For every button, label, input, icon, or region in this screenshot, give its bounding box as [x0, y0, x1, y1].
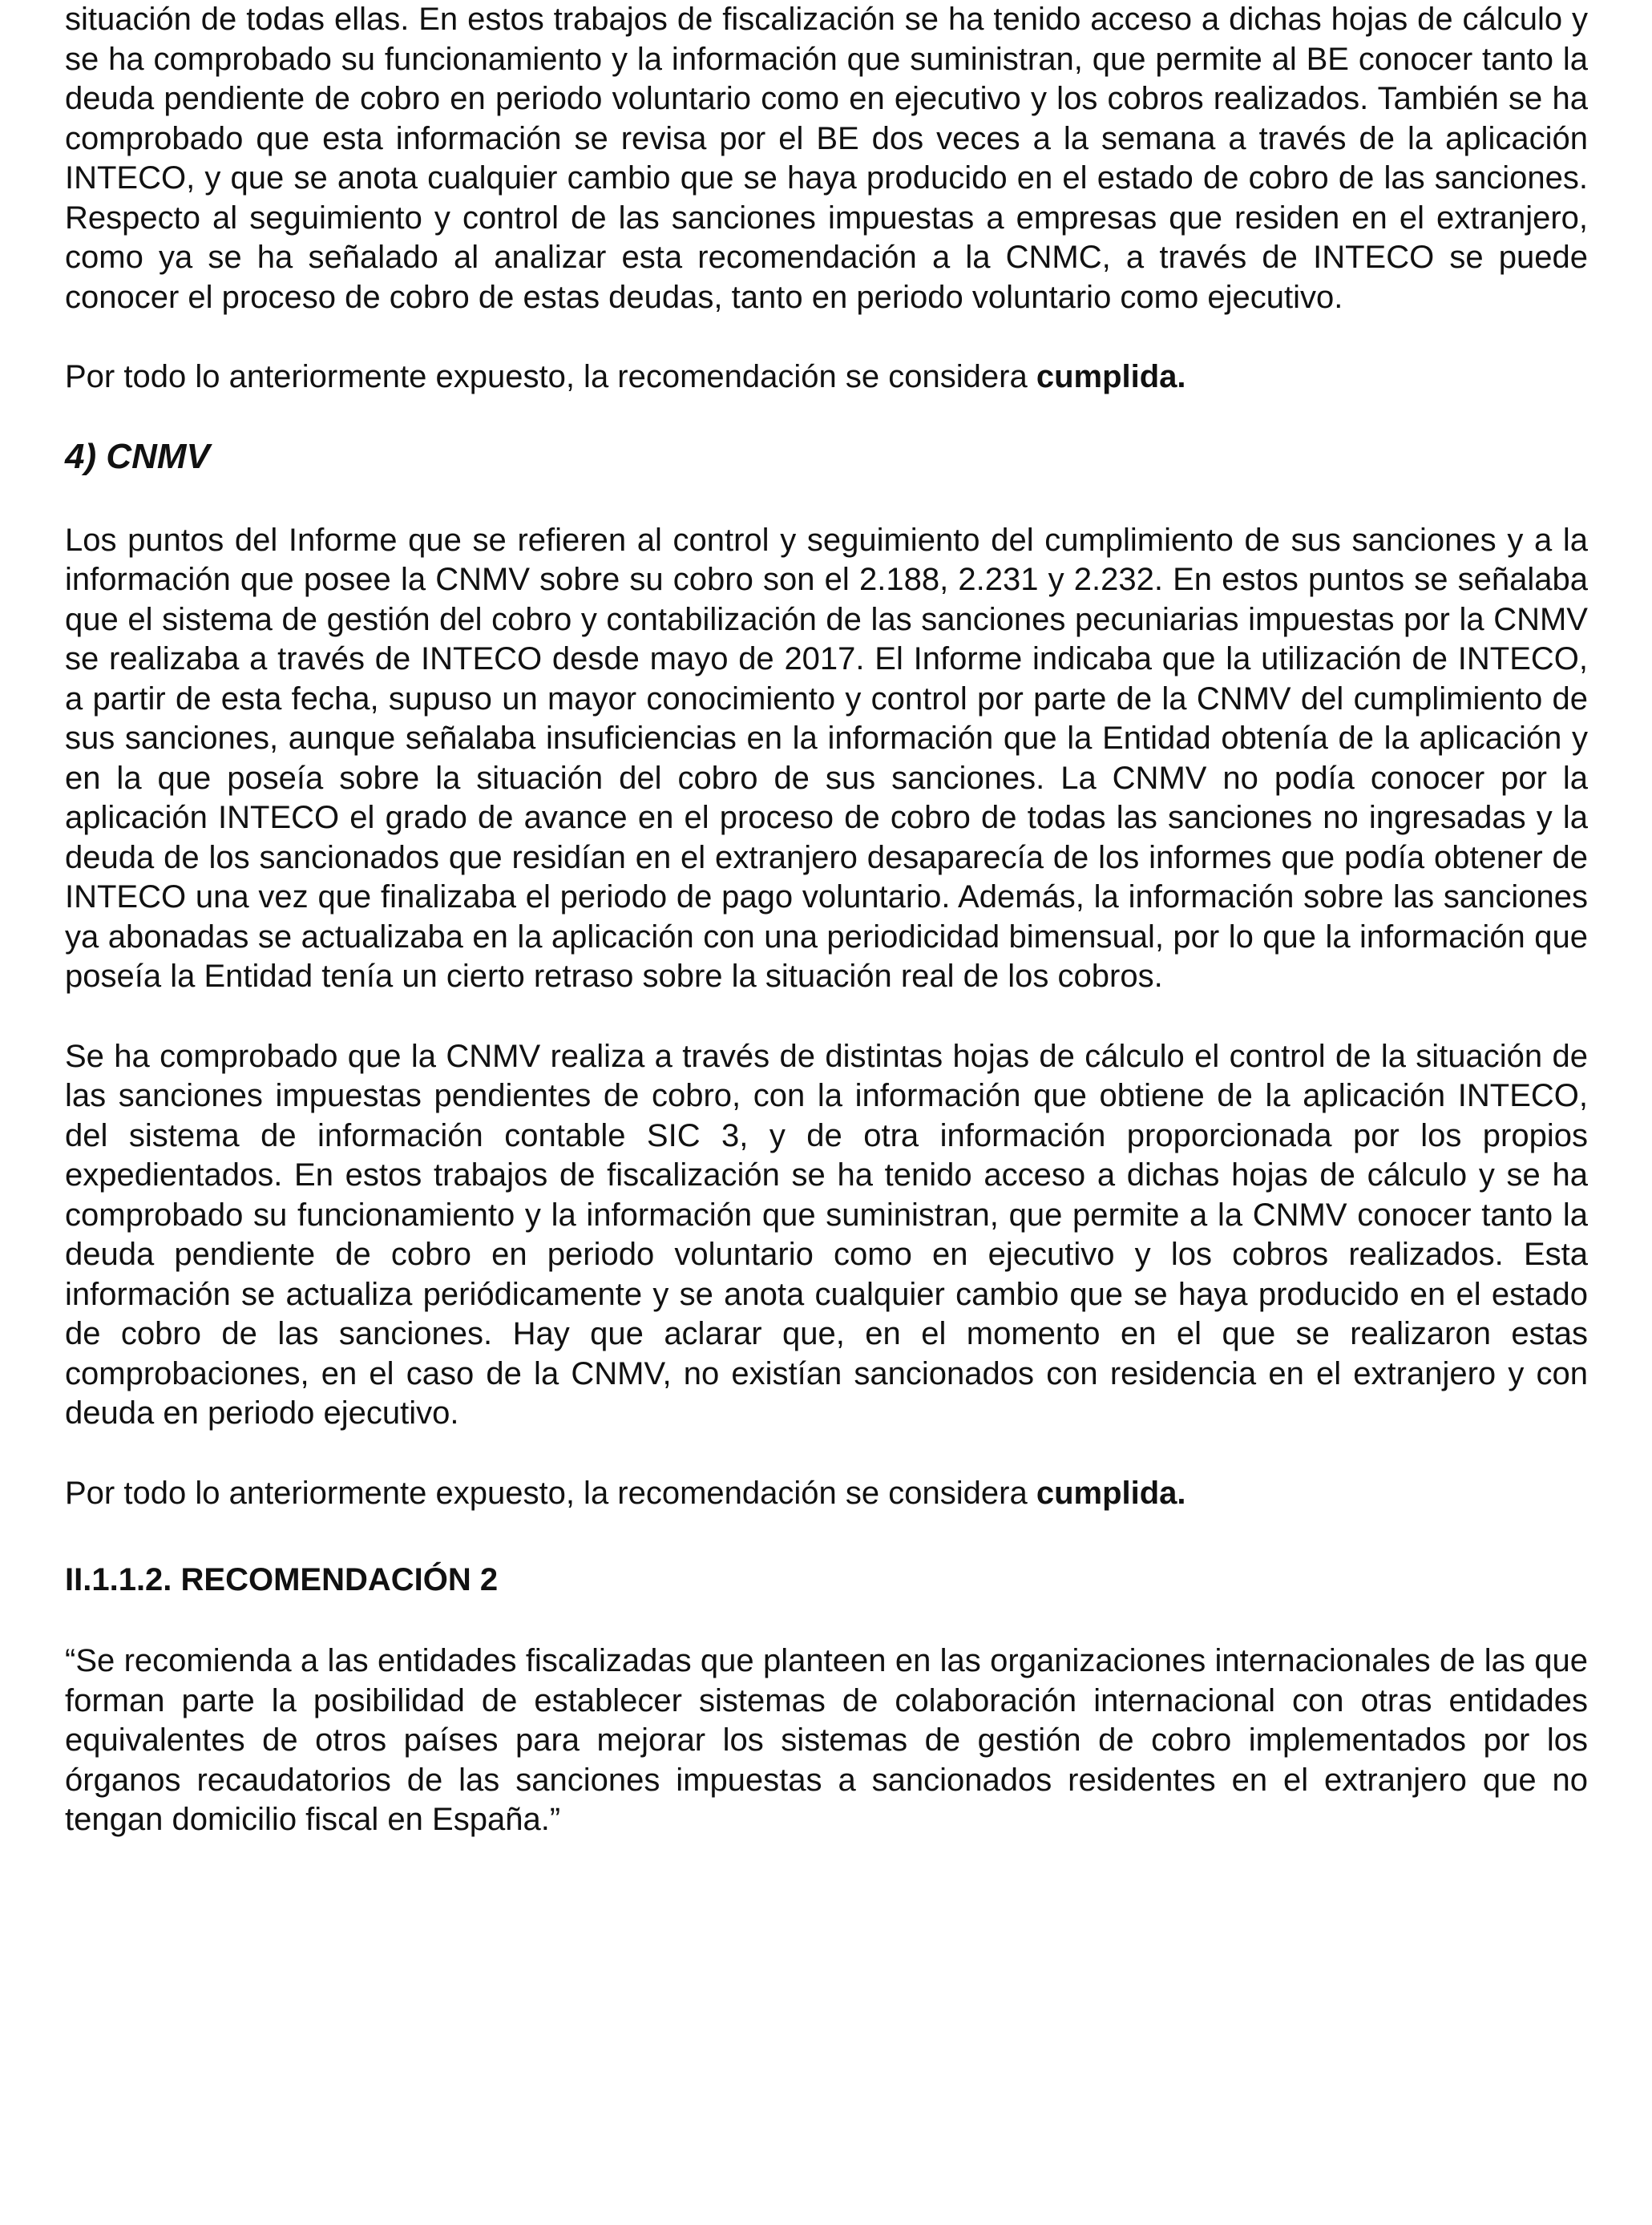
recommendation-quote: “Se recomienda a las entidades fiscalizadas que planteen en las organizaciones internacionales de las que forman parte la posibilidad de establecer sistemas de colaboración internacional con otras entidades equivalentes de otros países para mejorar los sistemas de gestión de cobro implementados por los órganos recaudatorios de las sanciones impuestas a sancionados residentes en el extranjero que no tengan domicilio fiscal en España.” [65, 1643, 1588, 1837]
paragraph-cnmv-report: Los puntos del Informe que se refieren al control y seguimiento del cumplimiento de sus sanciones y a la información que posee la CNMV sobre su cobro son el 2.188, 2.231 y 2.232. En estos puntos se señalaba que el sistema de gestión del cobro y contabilización de las sanciones pecuniarias impuestas por la CNMV se realizaba a través de INTECO desde mayo de 2017. El Informe indicaba que la utilización de INTECO, a partir de esta fecha, supuso un mayor conocimiento y control por parte de la CNMV del cumplimiento de sus sanciones, aunque señalaba insuficiencias en la información que la Entidad obtenía de la aplicación y en la que poseía sobre la situación del cobro de sus sanciones. La CNMV no podía conocer por la aplicación INTECO el grado de avance en el proceso de cobro de todas las sanciones no ingresadas y la deuda de los sancionados que residían en el extranjero desaparecía de los informes que podía obtener de INTECO una vez que finalizaba el periodo de pago voluntario. Además, la información sobre las sanciones ya abonadas se actualizaba en la aplicación con una periodicidad bimensual, por lo que la información que poseía la Entidad tenía un cierto retraso sobre la situación real de los cobros. [65, 522, 1588, 994]
section-heading-cnmv: 4) CNMV [65, 436, 210, 476]
conclusion-text: Por todo lo anteriormente expuesto, la recomendación se considera [65, 359, 1036, 394]
conclusion-verdict: cumplida. [1036, 1475, 1186, 1511]
paragraph-be-control: situación de todas ellas. En estos trabajos de fiscalización se ha tenido acceso a dichas hojas de cálculo y se ha comprobado su funcionamiento y la información que suministran, que permite al BE conocer tanto la deuda pendiente de cobro en periodo voluntario como en ejecutivo y los cobros realizados. También se ha comprobado que esta información se revisa por el BE dos veces a la semana a través de la aplicación INTECO, y que se anota cualquier cambio que se haya producido en el estado de cobro de las sanciones. Respecto al seguimiento y control de las sanciones impuestas a empresas que residen en el extranjero, como ya se ha señalado al analizar esta recomendación a la CNMC, a través de INTECO se puede conocer el proceso de cobro de estas deudas, tanto en periodo voluntario como ejecutivo. [65, 2, 1588, 315]
subsection-heading-recommendation-2: II.1.1.2. RECOMENDACIÓN 2 [65, 1562, 499, 1597]
paragraph-be-conclusion [65, 357, 1588, 398]
paragraph-cnmv-conclusion [65, 1474, 1588, 1514]
document-page [65, 0, 1588, 1840]
conclusion-text: Por todo lo anteriormente expuesto, la recomendación se considera [65, 1475, 1036, 1511]
paragraph-cnmv-verification: Se ha comprobado que la CNMV realiza a través de distintas hojas de cálculo el control de la situación de las sanciones impuestas pendientes de cobro, con la información que obtiene de la aplicación INTECO, del sistema de información contable SIC 3, y de otra información proporcionada por los propios expedientados. En estos trabajos de fiscalización se ha tenido acceso a dichas hojas de cálculo y se ha comprobado su funcionamiento y la información que suministran, que permite a la CNMV conocer tanto la deuda pendiente de cobro en periodo voluntario como en ejecutivo y los cobros realizados. Esta información se actualiza periódicamente y se anota cualquier cambio que se haya producido en el estado de cobro de las sanciones. Hay que aclarar que, en el momento en el que se realizaron estas comprobaciones, en el caso de la CNMV, no existían sancionados con residencia en el extranjero y con deuda en periodo ejecutivo. [65, 1038, 1588, 1431]
conclusion-verdict: cumplida. [1036, 359, 1186, 394]
